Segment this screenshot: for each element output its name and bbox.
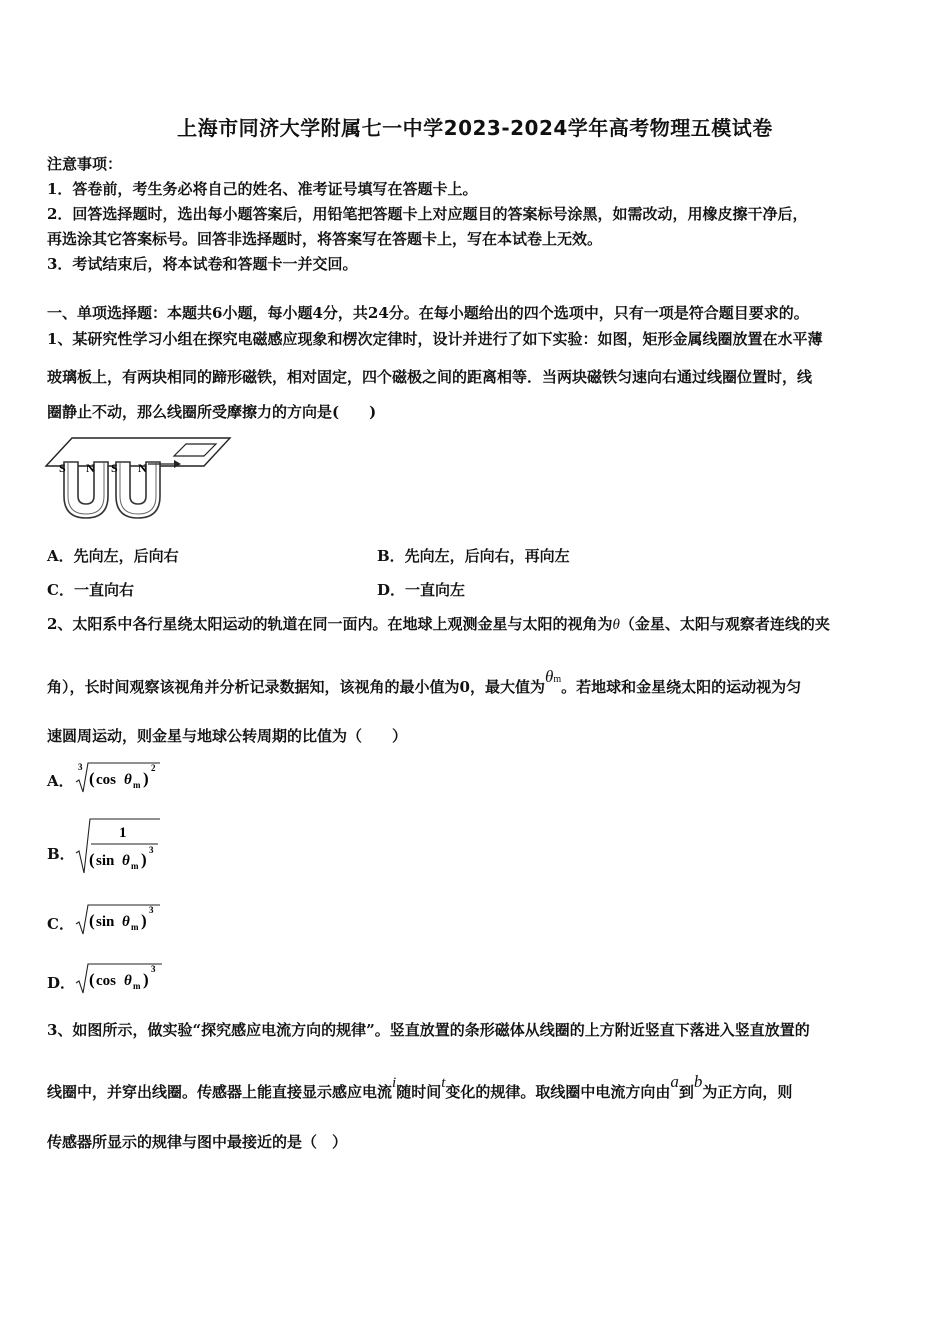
q2-option-a-formula[interactable] [74,760,174,796]
exponent: 3 [151,964,156,974]
pole-label: N [138,461,147,475]
symbol-a: a [670,1072,679,1091]
numerator: 1 [119,825,127,841]
theta: θ [124,973,132,989]
q2-option-d-label[interactable]: D． [47,974,76,992]
q1-option-a[interactable]: A．先向左，后向右 [47,547,179,565]
func-name: cos [96,772,116,788]
theta-sub: m [133,780,141,790]
notice-item-3: 3．考试结束后，将本试卷和答题卡一并交回。 [47,255,358,273]
q1-option-c[interactable]: C．一直向右 [47,581,134,599]
q2-line-2-text: 角），长时间观察该视角并分析记录数据知，该视角的最小值为0，最大值为 [47,678,545,696]
symbol-b: b [693,1072,703,1091]
func-name: sin [96,914,115,930]
q1-magnet-figure [44,432,234,524]
q2-option-b-label[interactable]: B． [47,845,75,863]
page-title: 上海市同济大学附属七一中学2023-2024学年高考物理五模试卷 [177,116,773,140]
q2-line-2-end: 。若地球和金星绕太阳的运动视为匀 [561,678,802,696]
q2-line-2 [47,667,802,697]
q3-line-1: 3、如图所示，做实验“探究感应电流方向的规律”。竖直放置的条形磁体从线圈的上方附近竖直下落进入竖直放置的 [47,1021,810,1039]
func-name: cos [96,973,116,989]
symbol-i: i [392,1075,397,1091]
pole-label: N [86,461,95,475]
q3-line-2-b: 随时间 [396,1083,442,1101]
section-heading: 一、单项选择题：本题共6小题，每小题4分，共24分。在每小题给出的四个选项中，只有一项是符合题目要求的。 [47,304,809,322]
paren-open: ( [89,769,95,788]
q2-line-1-end: （金星、太阳与观察者连线的夹 [619,615,830,633]
paren-close: ) [143,970,149,989]
q3-line-2-e: 为正方向，则 [702,1083,793,1101]
q3-line-2-d: 到 [678,1083,694,1101]
coil-rectangle [174,444,216,456]
theta: θ [122,914,130,930]
paren-close: ) [143,769,149,788]
theta-sub: m [131,861,139,871]
theta: θ [122,853,130,869]
q2-option-c-label[interactable]: C． [47,915,74,933]
q2-line-3: 速圆周运动，则金星与地球公转周期的比值为（ ） [47,727,408,745]
q1-option-d[interactable]: D．一直向左 [377,581,466,599]
paren-close: ) [141,911,147,930]
func-name: sin [96,853,115,869]
q3-line-3: 传感器所显示的规律与图中最接近的是（ ） [47,1133,348,1151]
notice-heading: 注意事项： [47,155,123,173]
root-index: 3 [78,762,83,772]
arrow-head-icon [174,460,181,468]
theta-m-sub: m [553,674,562,685]
q1-line-3: 圈静止不动，那么线圈所受摩擦力的方向是( ) [47,403,377,421]
q1-line-1: 1、某研究性学习小组在探究电磁感应现象和楞次定律时，设计并进行了如下实验：如图，矩形金属线圈放置在水平薄 [47,330,823,348]
q3-line-2 [47,1072,793,1102]
symbol-t: t [441,1075,446,1091]
paren-open: ( [89,911,95,930]
q2-option-a-label[interactable]: A． [47,772,74,790]
theta-sub: m [131,922,139,932]
q1-line-2: 玻璃板上，有两块相同的蹄形磁铁，相对固定，四个磁极之间的距离相等．当两块磁铁匀速向右通过线圈位置时，线 [47,368,813,386]
q2-option-d-formula[interactable] [74,961,174,997]
theta-m-base: θ [544,667,554,686]
q3-line-2-c: 变化的规律。取线圈中电流方向由 [445,1083,671,1101]
paren-open: ( [89,850,95,869]
q1-option-b[interactable]: B．先向左，后向右，再向左 [377,547,570,565]
notice-item-2-cont: 再选涂其它答案标号。回答非选择题时，将答案写在答题卡上，写在本试卷上无效。 [47,230,603,248]
notice-item-2: 2．回答选择题时，选出每小题答案后，用铅笔把答题卡上对应题目的答案标号涂黑，如需改动，用橡皮擦干净后， [47,205,808,223]
exponent: 3 [149,845,154,855]
theta: θ [124,772,132,788]
theta-m-symbol [545,667,561,686]
q3-line-2-text: 线圈中，并穿出线圈。传感器上能直接显示感应电流 [47,1083,393,1101]
q2-option-b-formula[interactable] [74,817,174,877]
exponent: 2 [151,763,156,773]
pole-label: S [111,461,118,475]
paren-open: ( [89,970,95,989]
paren-close: ) [141,850,147,869]
theta-sub: m [133,981,141,991]
theta-symbol: θ [612,617,620,633]
pole-label: S [59,461,66,475]
q2-option-c-formula[interactable] [74,902,174,938]
q2-line-1-text: 2、太阳系中各行星绕太阳运动的轨道在同一面内。在地球上观测金星与太阳的视角为 [47,615,613,633]
notice-item-1: 1．答卷前，考生务必将自己的姓名、准考证号填写在答题卡上。 [47,180,478,198]
exponent: 3 [149,905,154,915]
q2-line-1 [47,613,830,634]
